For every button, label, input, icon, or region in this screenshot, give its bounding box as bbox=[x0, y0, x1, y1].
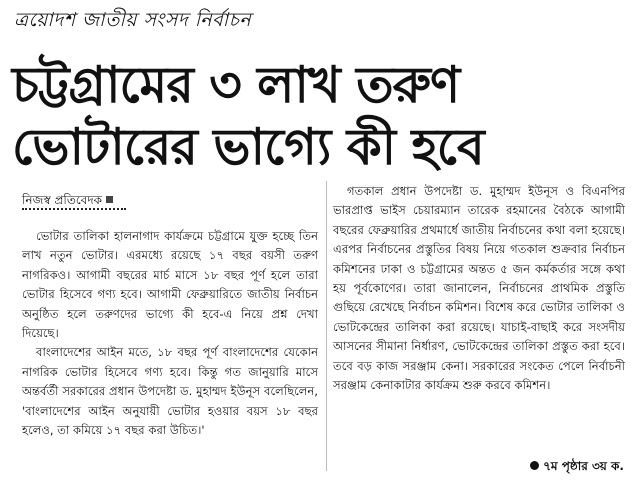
byline-dotted-rule bbox=[22, 208, 126, 210]
left-paragraph-2: বাংলাদেশের আইন মতে, ১৮ বছর পূর্ণ বাংলাদেশের যেকোন নাগরিক ভোটার হিসেবে গণ্য হবে। কিন্তু গত জানুয়ারি মাসে অন্তর্বর্তী সরকারের প্রধান উপদেষ্টা ড. মুহাম্মদ ইউনূস বলেছিলেন, 'বাংলাদেশের আইন অনুযায়ী ভোটার হওয়ার বয়স ১৮ বছর হলেও, তা কমিয়ে ১৭ বছর করা উচিত।' bbox=[22, 345, 318, 438]
kicker: ত্রয়োদশ জাতীয় সংসদ নির্বাচন bbox=[14, 9, 252, 31]
left-paragraph-1: ভোটার তালিকা হালনাগাদ কার্যক্রমে চট্টগ্রামে যুক্ত হচ্ছে তিন লাখ নতুন ভোটার। এরমধ্যে রয়েছে ১৭ বছর বয়সী তরুণ নাগরিকও। আগামী বছরের মার্চ মাসে ১৮ বছর পূর্ণ হলে তারা ভোটার হিসেবে গণ্য হবে। আগামী ফেব্রুয়ারিতে জাতীয় নির্বাচন অনুষ্ঠিত হলে তরুণদের ভাগ্যে কী হবে-এ নিয়ে প্রশ্ন দেখা দিয়েছে। bbox=[22, 229, 318, 341]
round-bullet-icon bbox=[530, 461, 539, 470]
headline-line-1: চট্টগ্রামের ৩ লাখ তরুণ bbox=[12, 56, 460, 114]
continued-text: ৭ম পৃষ্ঠার ৩য় ক. bbox=[543, 459, 624, 473]
byline-text: নিজস্ব প্রতিবেদক bbox=[22, 193, 103, 207]
left-column bbox=[22, 227, 318, 440]
headline-line-2: ভোটারের ভাগ্যে কী হবে bbox=[12, 118, 484, 176]
right-column bbox=[333, 182, 625, 395]
right-paragraph-1: গতকাল প্রধান উপদেষ্টা ড. মুহাম্মদ ইউনূস ও বিএনপির ভারপ্রাপ্ত ভাইস চেয়ারম্যান তারেক রহমানের বৈঠকে আগামী বছরের ফেব্রুয়ারির প্রথমার্ধে জাতীয় নির্বাচনের কথা বলা হয়েছে। এরপর নির্বাচনের প্রস্তুতির বিষয় নিয়ে গতকাল শুক্রবার নির্বাচন কমিশনের ঢাকা ও চট্টগ্রামের অন্তত ৫ জন কর্মকর্তার সঙ্গে কথা হয় পূর্বকোণের। তারা জানালেন, নির্বাচনের প্রাথমিক প্রস্তুতি গুছিয়ে রেখেছে নির্বাচন কমিশন। বিশেষ করে ভোটার তালিকা ও ভোটকেন্দ্রের তালিকা করা রয়েছে। যাচাই-বাছাই করে সংসদীয় আসনের সীমানা নির্ধারণ, ভোটকেন্দ্রের তালিকা প্রস্তুত করা হবে। তবে বড় কাজ সরঞ্জাম কেনা। সরকারের সংকেত পেলে নির্বাচনী সরঞ্জাম কেনাকাটার কার্যক্রম শুরু করবে কমিশন। bbox=[333, 184, 625, 393]
continued-note bbox=[530, 458, 624, 478]
square-bullet-icon bbox=[106, 196, 113, 203]
column-divider bbox=[326, 181, 327, 471]
